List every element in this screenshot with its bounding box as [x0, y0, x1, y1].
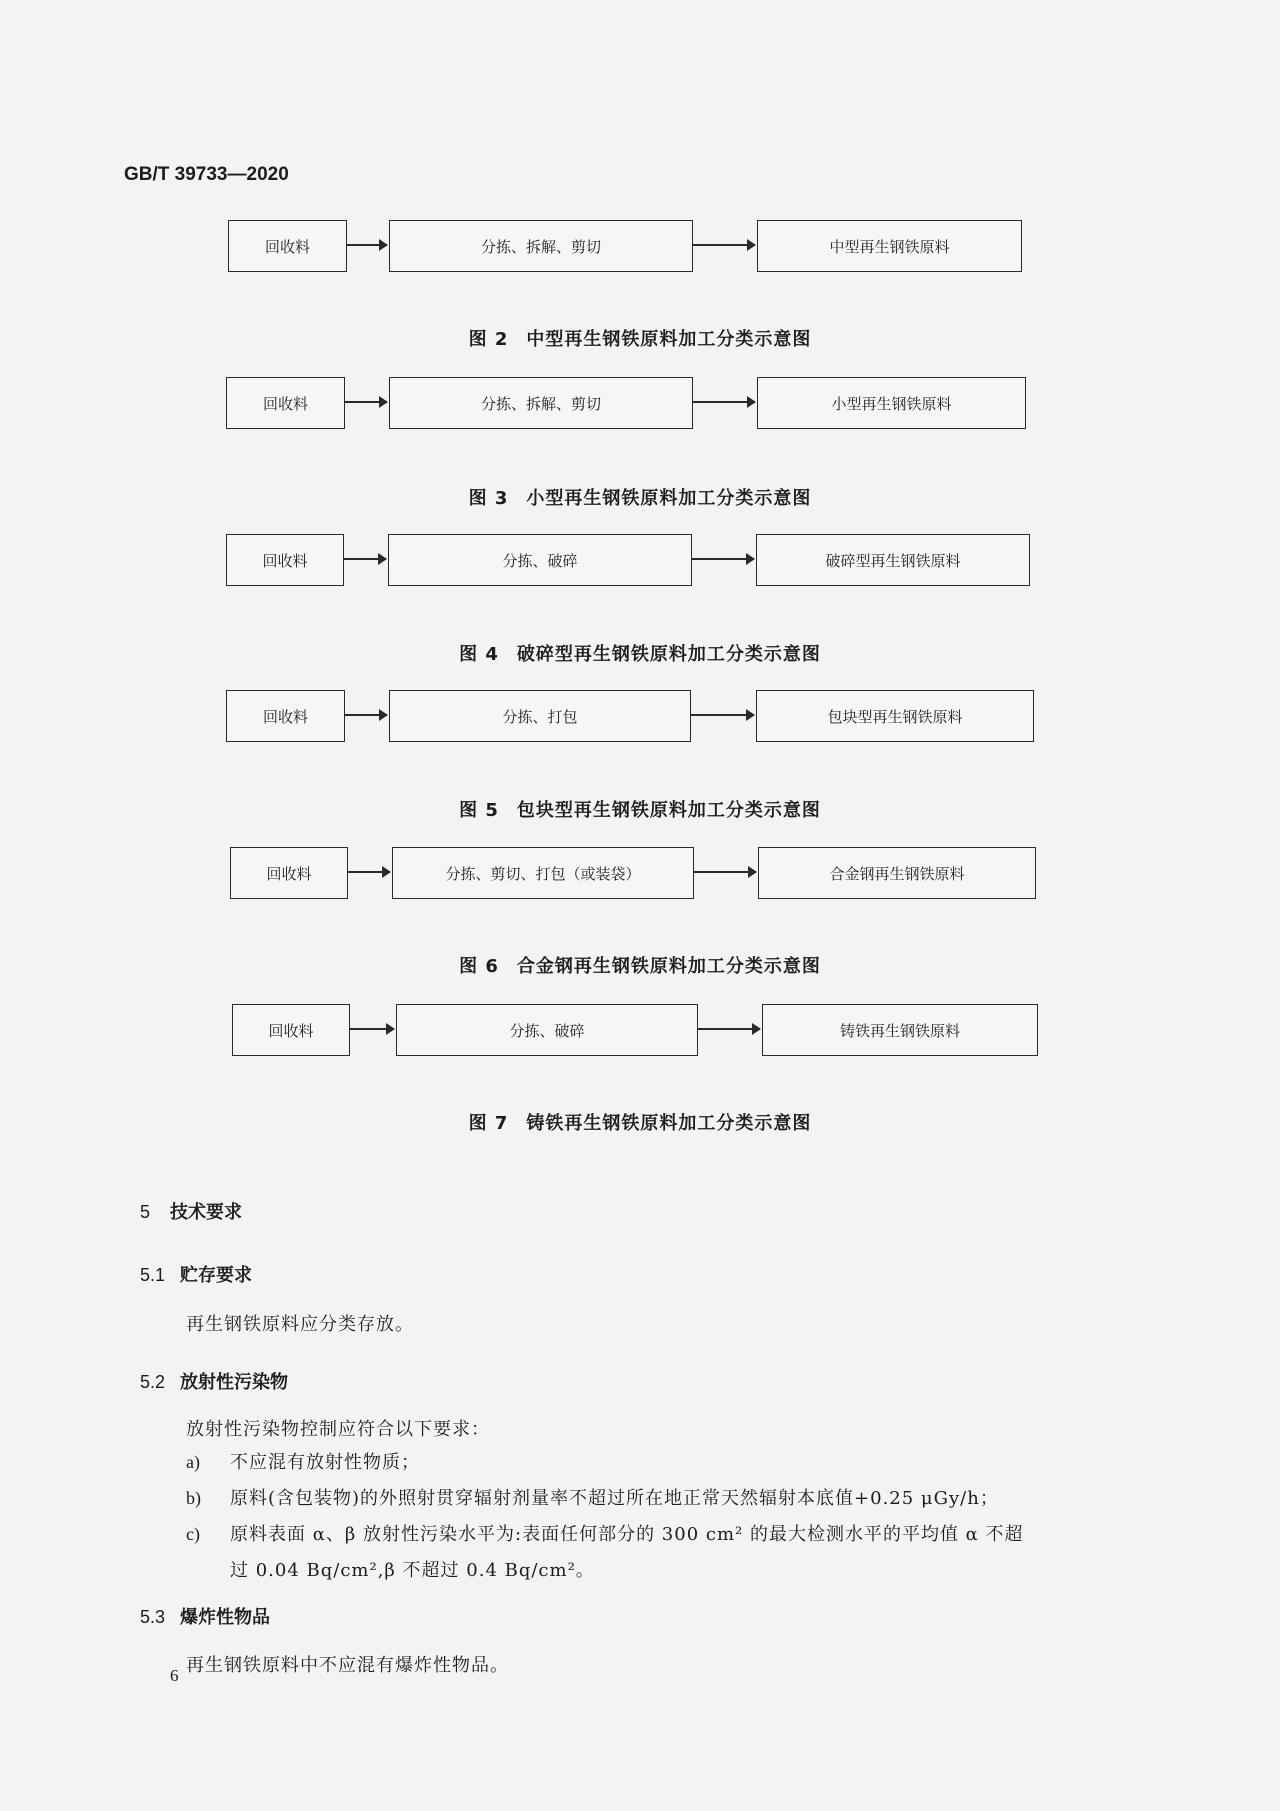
flow-box-process: 分拣、打包: [389, 690, 691, 742]
subsection-title: 放射性污染物: [180, 1372, 288, 1393]
flow-arrow-icon: [692, 558, 754, 560]
section-number: 5: [140, 1202, 151, 1222]
flow-box-product: 破碎型再生钢铁原料: [756, 534, 1030, 586]
flow-arrow-icon: [350, 1028, 394, 1030]
standard-number: GB/T 39733—2020: [124, 164, 289, 185]
figure-number: 图 5: [459, 800, 499, 821]
list-text: 原料(含包装物)的外照射贯穿辐射剂量率不超过所在地正常天然辐射本底值+0.25 μGy/h；: [230, 1488, 999, 1509]
list-text: 不应混有放射性物质；: [230, 1452, 420, 1473]
flow-arrow-icon: [698, 1028, 760, 1030]
list-marker: a): [186, 1452, 200, 1472]
figure-title: 中型再生钢铁原料加工分类示意图: [526, 329, 812, 350]
flow-box-process: 分拣、拆解、剪切: [389, 220, 693, 272]
flow-box-source: 回收料: [232, 1004, 350, 1056]
flow-diagram-fig3: [226, 377, 1026, 431]
figure-title: 铸铁再生钢铁原料加工分类示意图: [526, 1113, 812, 1134]
figure-number: 图 3: [468, 488, 509, 509]
figure-caption: [0, 484, 1280, 510]
flow-box-product: 铸铁再生钢铁原料: [762, 1004, 1038, 1056]
figure-caption: [0, 640, 1280, 666]
flow-box-product: 合金钢再生钢铁原料: [758, 847, 1036, 899]
figure-number: 图 2: [468, 329, 509, 350]
paragraph: 再生钢铁原料应分类存放。: [186, 1314, 414, 1335]
list-item: [186, 1444, 1136, 1481]
figure-title: 小型再生钢铁原料加工分类示意图: [526, 488, 812, 509]
flow-diagram-fig6: [230, 847, 1036, 901]
paragraph: 放射性污染物控制应符合以下要求：: [186, 1419, 490, 1440]
page-number: 6: [170, 1666, 179, 1685]
flow-arrow-icon: [345, 714, 387, 716]
list-marker: c): [186, 1524, 200, 1544]
flow-box-process: 分拣、破碎: [396, 1004, 698, 1056]
flow-arrow-icon: [694, 871, 756, 873]
figure-title: 包块型再生钢铁原料加工分类示意图: [516, 800, 821, 821]
figure-number: 图 4: [459, 644, 499, 665]
flow-arrow-icon: [693, 401, 755, 403]
figure-title: 破碎型再生钢铁原料加工分类示意图: [516, 644, 821, 665]
flow-box-source: 回收料: [226, 534, 344, 586]
flow-diagram-fig5: [226, 690, 1034, 744]
list-marker: b): [186, 1488, 201, 1508]
flow-box-source: 回收料: [230, 847, 348, 899]
subsection-title: 爆炸性物品: [180, 1607, 270, 1628]
list-text: 原料表面 α、β 放射性污染水平为:表面任何部分的 300 cm² 的最大检测水平的平均值 α 不超: [230, 1524, 1024, 1545]
flow-box-product: 包块型再生钢铁原料: [756, 690, 1034, 742]
flow-diagram-fig2: [228, 220, 1022, 274]
flow-arrow-icon: [345, 401, 387, 403]
flow-diagram-fig7: [232, 1004, 1038, 1058]
figure-caption: [0, 325, 1280, 351]
section-heading: [140, 1198, 242, 1224]
flow-arrow-icon: [348, 871, 390, 873]
flow-arrow-icon: [344, 558, 386, 560]
list-text-continuation: 过 0.04 Bq/cm²,β 不超过 0.4 Bq/cm²。: [230, 1560, 595, 1581]
flow-arrow-icon: [691, 714, 754, 716]
flow-box-process: 分拣、剪切、打包（或装袋）: [392, 847, 694, 899]
subsection-heading: [140, 1261, 252, 1287]
figure-caption: [0, 796, 1280, 822]
flow-arrow-icon: [693, 244, 755, 246]
subsection-number: 5.1: [140, 1265, 166, 1285]
subsection-number: 5.2: [140, 1372, 166, 1392]
paragraph: 再生钢铁原料中不应混有爆炸性物品。: [186, 1655, 509, 1676]
flow-box-process: 分拣、拆解、剪切: [389, 377, 693, 429]
figure-caption: [0, 952, 1280, 978]
flow-arrow-icon: [347, 244, 387, 246]
flow-box-process: 分拣、破碎: [388, 534, 692, 586]
flow-box-product: 小型再生钢铁原料: [757, 377, 1026, 429]
figure-title: 合金钢再生钢铁原料加工分类示意图: [516, 956, 821, 977]
section-title: 技术要求: [170, 1202, 242, 1223]
figure-number: 图 6: [459, 956, 499, 977]
flow-box-source: 回收料: [226, 690, 345, 742]
subsection-heading: [140, 1368, 288, 1394]
flow-box-source: 回收料: [226, 377, 345, 429]
subsection-heading: [140, 1603, 270, 1629]
flow-box-source: 回收料: [228, 220, 347, 272]
list-item: [186, 1480, 1136, 1517]
flow-diagram-fig4: [226, 534, 1030, 588]
list-item: [186, 1516, 1136, 1589]
flow-box-product: 中型再生钢铁原料: [757, 220, 1022, 272]
figure-number: 图 7: [468, 1113, 509, 1134]
subsection-number: 5.3: [140, 1607, 166, 1627]
figure-caption: [0, 1109, 1280, 1135]
subsection-title: 贮存要求: [180, 1265, 252, 1286]
